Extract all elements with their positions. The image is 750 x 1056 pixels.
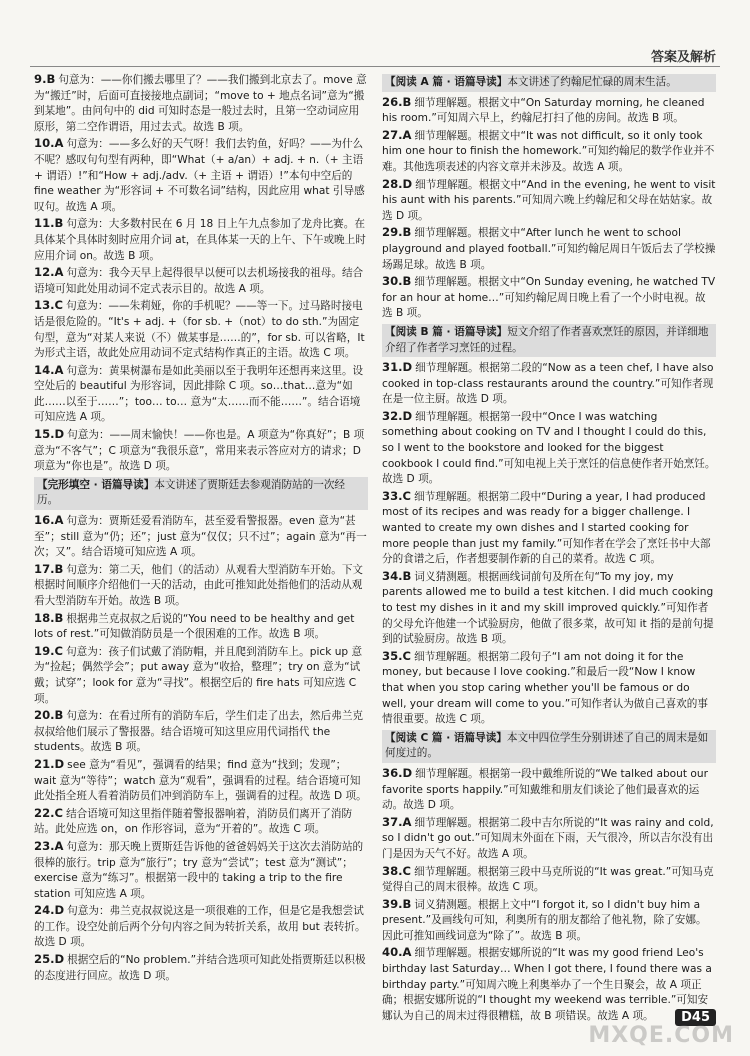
reading-a-items [382,95,716,322]
left-items-group-2 [34,513,368,984]
explanation-text: 细节理解题。根据第二段中吉尔所说的“It was rainy and cold, so I didn't go out.”可知周末外面在下雨，天气很冷，所以吉尔没有出门是因为天气不好。故选 A 项。 [382,816,714,860]
answer-item [34,806,368,838]
answer-item [382,177,716,225]
answer-item [34,136,368,215]
answer-item [382,360,716,408]
answer-item [34,952,368,984]
explanation-text: 细节理解题。根据第二段句子“I am not doing it for the money, but because I love cooking.”和最后一段“Now I know that when you stop caring whether you'll be famous or do well, your dream will come to you.”可知作者认为做自己喜欢的事情很重要。故选 C 项。 [382,650,708,726]
explanation-text: 根据空后的“No problem.”并结合选项可知此处指贾斯廷以积极的态度进行回应。故选 D 项。 [34,954,366,982]
reading-b-items [382,360,716,728]
answer-letter: B [54,561,64,576]
answer-item [382,864,716,896]
explanation-text: 细节理解题。根据安娜所说的“It was my good friend Leo's birthday last Saturday… When I got there, I found there was a birthday party.”可知周六晚上利奥举办了一个生日聚会，故 A 项正确；根据安娜所说的“I thought my weekend was terrible.”可知安娜认为自己的周末过得很糟糕，故 B 项错误。故选 A 项。 [382,947,712,1022]
question-number: 17. [34,561,55,576]
answer-letter: B [402,225,412,240]
answer-item [34,298,368,361]
question-number: 27. [382,127,403,142]
answer-letter: A [54,265,64,280]
question-number: 18. [34,610,55,625]
answer-letter: A [402,127,412,142]
reading-b-banner-label: 【阅读 B 篇 · 语篇导读】 [385,325,508,338]
explanation-text: 细节理解题。根据第三段中马克所说的“It was great.”可知马克觉得自己的周末很棒。故选 C 项。 [382,865,714,894]
question-number: 24. [34,903,55,918]
answer-item [34,72,368,135]
explanation-text: 句意为：——多么好的天气呀！我们去钓鱼，好吗？——为什么不呢？感叹句句型有两种，即“What（+ a/an）+ adj. + n.（+ 主语 + 谓语）!”和“How + adj./adv.（+ 主语 + 谓语）!”本句中空后的 fine weather 为“形容词 + 不可数名词”结构，因此应用 what 引导感叹句。故选 A 项。 [34,138,365,213]
answer-letter: D [402,360,413,375]
answer-letter: A [54,513,64,528]
question-number: 33. [382,488,403,503]
explanation-text: 细节理解题。根据第二段的“Now as a teen chef, I have also cooked in top-class restaurants around the country.”可知作者现在是一位主厨。故选 D 项。 [382,362,714,406]
question-number: 21. [34,756,55,771]
explanation-text: 句意为：——朱莉娅，你的手机呢？——等一下。过马路时接电话是很危险的。“It's + adj. +（for sb. +（not）to do sth.”为固定句型，意为“对某人来说（不）做某事是……的”，for sb. 可以省略，It 为形式主语，故此处应用动词不定式结构作真正的主语。故选 C 项。 [34,300,365,360]
question-number: 19. [34,643,55,658]
answer-item [34,839,368,902]
explanation-text: 句意为：弗兰克叔叔说这是一项很难的工作，但是它是我想尝试的工作。设空处前后两个分句内容之间为转折关系，故用 but 表转折。故选 D 项。 [34,905,366,949]
question-number: 25. [34,952,55,967]
question-number: 36. [382,765,403,780]
answer-letter: B [54,216,64,231]
answer-item [382,225,716,273]
question-number: 31. [382,360,403,375]
answer-letter: B [54,610,64,625]
answer-letter: D [54,903,65,918]
explanation-text: 细节理解题。根据文中“After lunch he went to school playground and played football.”可知约翰尼周日午饭后去了学校操场踢足球。故选 B 项。 [382,227,716,271]
left-column [34,72,368,985]
cloze-banner-text: 本文讲述了贾斯廷去参观消防站的一次经历。 [37,478,346,507]
answer-item [382,95,716,127]
answer-letter: D [402,408,413,423]
cloze-banner [34,477,368,510]
answer-item [34,513,368,561]
answer-item [34,708,368,756]
answer-letter: B [46,72,56,86]
answer-item [382,766,716,814]
explanation-text: 词义猜测题。根据画线词前句及所在句“To my joy, my parents allowed me to build a test kitchen. I did much cooking to test my dishes in it and my skill improved quickly.”可知作者的父母允许他建一个试验厨房，他做了很多菜，故可知 it 指的是前句提到的试验厨房。故选 B 项。 [382,570,714,646]
reading-a-banner-text: 本文讲述了约翰尼忙碌的周末生活。 [507,76,677,88]
answer-letter: C [54,643,64,658]
explanation-text: 细节理解题。根据第一段中“Once I was watching something about cooking on TV and I thought I could do this, so I went to the bookstore and looked for the biggest cookbook I could find.”可知电视上关于烹饪的信息使作者开始烹饪。故选 D 项。 [382,410,716,486]
answer-item [34,562,368,610]
answer-item [34,216,368,264]
explanation-text: 细节理解题。根据文中“It was not difficult, so it only took him one hour to finish the homework.”可知约翰尼的数学作业并不难。其他选项表述的内容文章并未涉及。故选 A 项。 [382,129,715,173]
answer-letter: B [402,94,412,109]
explanation-text: 细节理解题。根据文中“On Sunday evening, he watched TV for an hour at home…”可知约翰尼周日晚上看了一个小时电视。故选 B 项。 [382,276,716,320]
answer-item [34,611,368,643]
question-number: 38. [382,863,403,878]
answer-item [382,274,716,322]
explanation-text: 细节理解题。根据第一段中戴维所说的“We talked about our favorite sports happily.”可知戴维和朋友们谈论了他们最喜欢的运动。故选 D 项。 [382,767,708,812]
answer-letter: D [54,427,65,442]
explanation-text: 句意为：大多数村民在 6 月 18 日上午九点参加了龙舟比赛。在具体某个具体时刻时应用介词 at，在具体某一天的上午、下午或晚上时应用介词 on。故选 B 项。 [34,218,366,262]
question-number: 40. [382,945,403,960]
reading-a-banner-label: 【阅读 A 篇 · 语篇导读】 [385,76,508,88]
question-number: 39. [382,896,403,911]
answer-letter: A [402,814,412,829]
question-number: 28. [382,176,403,191]
answer-letter: C [54,298,64,313]
answer-item [382,128,716,176]
explanation-text: 句意为：在看过所有的消防车后，学生们走了出去，然后弗兰克叔叔给他们展示了警报器。结合语境可知这里应用代词指代 the students。故选 B 项。 [34,710,364,754]
explanation-text: 结合语境可知这里指伴随着警报器响着，消防员们离开了消防站。此处应选 on，on 作形容词，意为“开着的”。故选 C 项。 [34,807,353,836]
question-number: 32. [382,408,403,423]
explanation-text: 句意为：孩子们试戴了消防帽，并且爬到消防车上。pick up 意为“捡起；偶然学会”；put away 意为“收拾，整理”；try on 意为“试戴；试穿”；look for 意为“寻找”。根据空后的 fire hats 可知应选 C 项。 [34,645,363,705]
question-number: 15. [34,427,55,442]
question-number: 11. [34,216,55,231]
reading-c-banner [382,730,716,763]
right-column [382,72,716,1025]
left-items-group-1 [34,72,368,475]
explanation-text: 句意为：黄果树瀑布是如此美丽以至于我明年还想再来这里。设空处后的 beautiful 为形容词，因此排除 C 项。so…that…意为“如此……以至于……”；too… to… 意为“太……而不能……”。结合语境可知应选 A 项。 [34,364,364,424]
answer-letter: D [402,765,413,780]
answer-letter: B [402,896,412,911]
reading-c-items [382,766,716,1025]
question-number: 10. [34,136,55,151]
answer-letter: D [54,952,65,967]
answer-item [34,757,368,805]
answer-letter: D [402,176,413,191]
explanation-text: 句意为：那天晚上贾斯廷告诉他的爸爸妈妈关于这次去消防站的很棒的旅行。trip 意为“旅行”；try 意为“尝试”；test 意为“测试”；exercise 意为“练习”。根据第一段中的 taking a trip to the fire station 可知应选 A 项。 [34,840,364,900]
answer-letter: D [54,756,65,771]
question-number: 13. [34,298,55,313]
answer-item [382,945,716,1024]
answer-letter: C [54,805,64,820]
answer-letter: A [54,362,64,377]
cloze-banner-label: 【完形填空 · 语篇导读】 [37,478,155,491]
question-number: 35. [382,648,403,663]
page-header-title: 答案及解析 [650,50,716,65]
answer-item [34,265,368,297]
explanation-text: 细节理解题。根据文中“And in the evening, he went to visit his aunt with his parents.”可知周六晚上约翰尼和父母在姑姑家。故选 D 项。 [382,178,716,222]
watermark-logo: MXQE.COM [588,1023,734,1048]
question-number: 37. [382,814,403,829]
explanation-text: 词义猜测题。根据上文中“I forgot it, so I didn't buy him a present.”及画线句可知，利奥所有的朋友都给了他礼物，除了安娜。因此可推知画线词意为“除了”。故选 B 项。 [382,898,707,942]
reading-a-banner [382,74,716,92]
answer-letter: A [54,838,64,853]
question-number: 20. [34,708,55,723]
explanation-text: 句意为：——你们搬去哪里了？——我们搬到北京去了。move 意为“搬迁”时，后面可直接接地点副词；“move to + 地点名词”意为“搬到某地”。由问句中的 did 可知时态是一般过去时，且第一空动词应用原形，第二空作谓语，用过去式。故选 B 项。 [34,74,367,133]
explanation-text: 句意为：贾斯廷爱看消防车，甚至爱看警报器。even 意为“甚至”；still 意为“仍；还”；just 意为“仅仅；只不过”；again 意为“再一次；又”。结合语境可知应选 A 项。 [34,515,367,559]
answer-item [34,427,368,475]
answer-letter: C [402,863,412,878]
question-number: 30. [382,274,403,289]
explanation-text: 句意为：我今天早上起得很早以便可以去机场接我的祖母。结合语境可知此处用动词不定式表示目的。故选 A 项。 [34,267,364,295]
answer-item [34,363,368,426]
answer-item [382,409,716,488]
question-number: 34. [382,568,403,583]
explanation-text: 根据弗兰克叔叔之后说的“You need to be healthy and get lots of rest.”可知做消防员是一个很困难的工作。故选 B 项。 [34,612,355,641]
explanation-text: 句意为：——周末愉快！——你也是。A 项意为“你真好”；B 项意为“不客气”；C 项意为“我很乐意”，常用来表示答应对方的请求；D 项意为“你也是”。故选 D 项。 [34,429,365,473]
question-number: 14. [34,362,55,377]
answer-item [34,903,368,951]
answer-letter: B [402,568,412,583]
answer-letter: B [54,708,64,723]
answer-letter: C [402,648,412,663]
answer-letter: A [54,136,64,151]
answer-letter: B [402,274,412,289]
reading-b-banner [382,324,716,357]
explanation-text: 细节理解题。根据第二段中“During a year, I had produced most of its recipes and was ready for a bigger challenge. I wanted to create my own dishes and I started cooking for more people than just my family.”可知作者在学会了烹饪书中大部分的食谱之后，作者想要制作新的自己的菜肴。故选 C 项。 [382,490,711,566]
answer-item [382,649,716,728]
answer-letter: A [402,945,412,960]
answer-item [382,489,716,568]
reading-c-banner-text: 本文中四位学生分别讲述了自己的周末是如何度过的。 [385,731,709,760]
answer-item [34,644,368,707]
header-divider [30,66,720,67]
answer-item [382,815,716,863]
question-number: 29. [382,225,403,240]
page-number-badge: D45 [675,1009,716,1026]
answer-item [382,897,716,945]
question-number: 22. [34,805,55,820]
reading-b-banner-text: 短文介绍了作者喜欢烹饪的原因，并详细地介绍了作者学习烹饪的过程。 [385,325,709,354]
answer-letter: C [402,488,412,503]
question-number: 16. [34,513,55,528]
question-number: 23. [34,838,55,853]
question-number: 26. [382,94,403,109]
explanation-text: 细节理解题。根据文中“On Saturday morning, he cleaned his room.”可知周六早上，约翰尼打扫了他的房间。故选 B 项。 [382,96,705,125]
question-number: 9. [34,72,47,86]
reading-c-banner-label: 【阅读 C 篇 · 语篇导读】 [385,731,507,744]
question-number: 12. [34,265,55,280]
explanation-text: 句意为：第二天，他们（的活动）从观看大型消防车开始。下文根据时间顺序介绍他们一天的活动，由此可推知此处指他们的活动从观看大型消防车开始。故选 B 项。 [34,563,364,607]
answer-item [382,569,716,648]
explanation-text: see 意为“看见”，强调看的结果；find 意为“找到；发现”；wait 意为“等待”；watch 意为“观看”，强调看的过程。结合语境可知此处指全班人看着消防员们冲到消防车上，强调看的过程。故选 D 项。 [34,758,367,803]
